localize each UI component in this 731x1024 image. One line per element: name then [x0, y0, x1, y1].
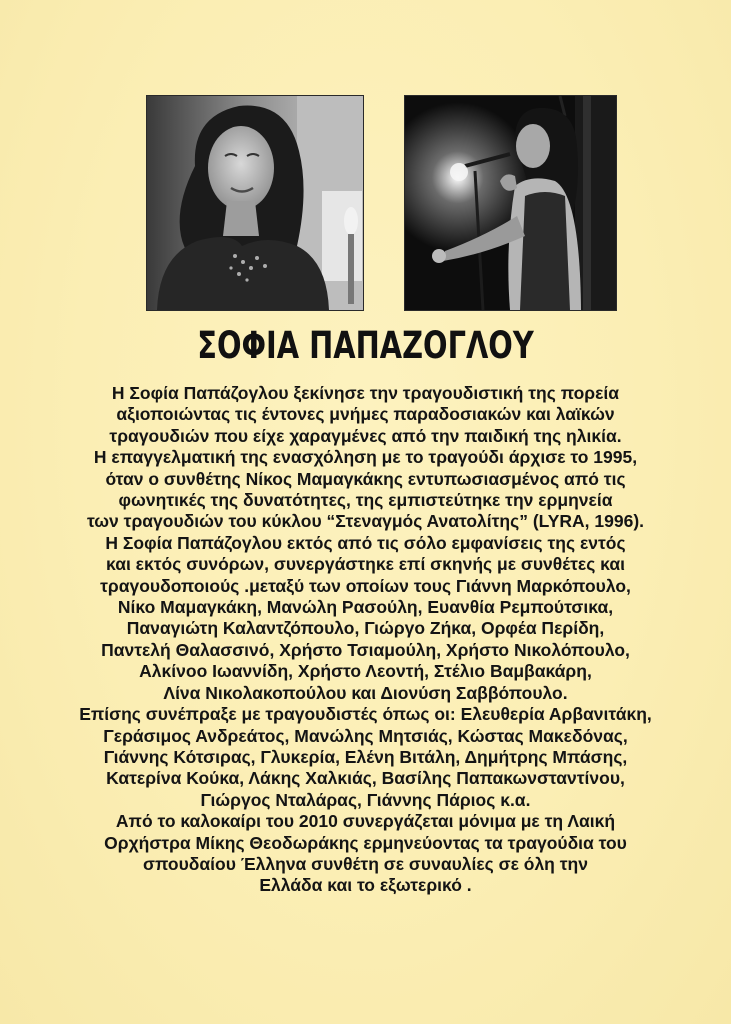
text-line: Κατερίνα Κούκα, Λάκης Χαλκιάς, Βασίλης Παπακωνσταντίνου, — [106, 768, 625, 789]
text-line: Γιώργος Νταλάρας, Γιάννης Πάριος κ.α. — [200, 789, 531, 810]
text-line: Παντελή Θαλασσινό, Χρήστο Τσιαμούλη, Χρήστο Νικολόπουλο, — [101, 639, 630, 660]
text-line: όταν ο συνθέτης Νίκος Μαμαγκάκης εντυπωσιασμένος από τις — [105, 468, 626, 489]
portrait-photo — [146, 95, 364, 311]
text-line: των τραγουδιών του κύκλου “Στεναγμός Ανατολίτης” (LYRA, 1996). — [86, 511, 645, 532]
text-line: τραγουδιών που είχε χαραγμένες από την παιδική της ηλικία. — [109, 425, 622, 446]
text-line: σπουδαίου Έλληνα συνθέτη σε συναυλίες σε όλη την — [143, 853, 588, 874]
text-line: Λίνα Νικολακοπούλου και Διονύση Σαββόπουλο. — [163, 682, 568, 703]
text-line: αξιοποιώντας τις έντονες μνήμες παραδοσιακών και λαϊκών — [116, 404, 615, 425]
text-line: φωνητικές της δυνατότητες, της εμπιστεύτηκε την ερμηνεία — [118, 490, 613, 511]
text-line: Γεράσιμος Ανδρεάτος, Μανώλης Μητσιάς, Κώστας Μακεδόνας, — [103, 725, 628, 746]
text-line: και εκτός συνόρων, συνεργάστηκε επί σκηνής με συνθέτες και — [106, 554, 625, 575]
document-title: ΣΟΦΙΑ ΠΑΠΑΖΟΓΛΟΥ — [197, 324, 534, 367]
text-line: Η επαγγελματική της ενασχόληση με το τραγούδι άρχισε το 1995, — [93, 447, 638, 468]
stage-image — [405, 96, 616, 310]
text-line: Από το καλοκαίρι του 2010 συνεργάζεται μόνιμα με τη Λαική — [115, 811, 616, 832]
text-line: Η Σοφία Παπάζογλου ξεκίνησε την τραγουδιστική της πορεία — [111, 383, 620, 403]
singer-on-stage-photo — [404, 95, 617, 311]
text-line: Γιάννης Κότσιρας, Γλυκερία, Ελένη Βιτάλη, Δημήτρης Μπάσης, — [103, 746, 628, 767]
text-line: Αλκίνοο Ιωαννίδη, Χρήστο Λεοντή, Στέλιο Βαμβακάρη, — [139, 661, 592, 682]
biography-text — [20, 383, 711, 897]
text-line: Ελλάδα και το εξωτερικό . — [259, 875, 472, 896]
text-line: τραγουδοποιούς .μεταξύ των οποίων τους Γιάννη Μαρκόπουλο, — [100, 575, 631, 596]
text-line: Ορχήστρα Μίκης Θεοδωράκης ερμηνεύοντας τα τραγούδια του — [104, 832, 627, 853]
text-line: Παναγιώτη Καλαντζόπουλο, Γιώργο Ζήκα, Ορφέα Περίδη, — [126, 618, 605, 639]
text-line: Επίσης συνέπραξε με τραγουδιστές όπως οι: Ελευθερία Αρβανιτάκη, — [79, 704, 652, 725]
text-line: Η Σοφία Παπάζογλου εκτός από τις σόλο εμφανίσεις της εντός — [105, 532, 626, 553]
portrait-image — [147, 96, 363, 310]
text-line: Νίκο Μαμαγκάκη, Μανώλη Ρασούλη, Ευανθία Ρεμπούτσικα, — [117, 597, 614, 618]
